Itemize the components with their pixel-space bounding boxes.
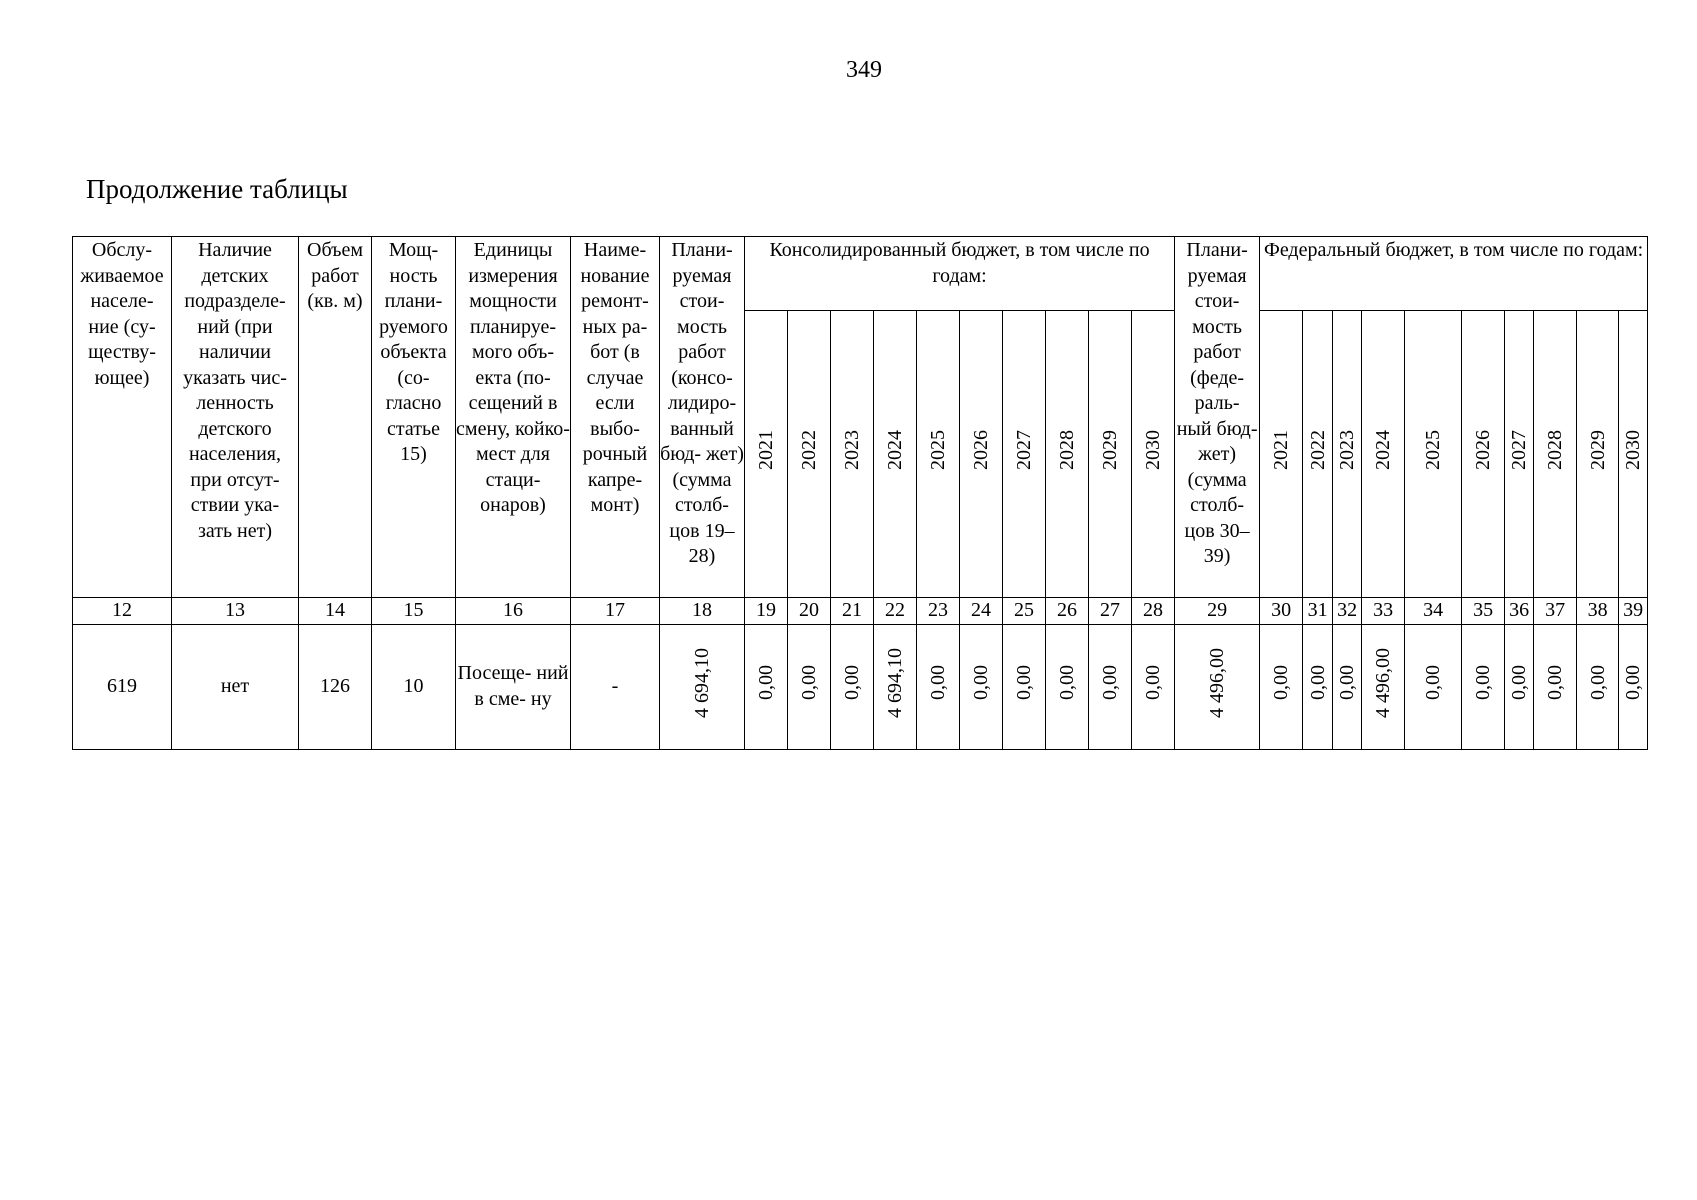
header-consolidated-year: 2023: [831, 311, 874, 598]
column-number: 23: [917, 598, 960, 625]
column-number: 20: [788, 598, 831, 625]
column-number: 18: [660, 598, 745, 625]
cell-federal-year-value: 0,00: [1577, 624, 1619, 749]
column-number: 38: [1577, 598, 1619, 625]
header-consolidated-year: 2021: [745, 311, 788, 598]
table-row: [73, 624, 1648, 749]
header-federal-year: 2021: [1260, 311, 1303, 598]
cell-capacity-units: Посеще- ний в сме- ну: [456, 624, 571, 749]
column-number: 35: [1462, 598, 1505, 625]
cell-planned-cost-consolidated: 4 694,10: [660, 624, 745, 749]
cell-consolidated-year-value: 0,00: [1003, 624, 1046, 749]
header-federal-year: 2030: [1619, 311, 1648, 598]
header-served-population: Обслу- живаемое населе- ние (су- ществу- ющее): [73, 237, 172, 598]
cell-federal-year-value: 0,00: [1462, 624, 1505, 749]
column-number: 39: [1619, 598, 1648, 625]
header-federal-year: 2023: [1333, 311, 1362, 598]
header-federal-year: 2024: [1362, 311, 1405, 598]
column-number: 15: [372, 598, 456, 625]
column-number: 12: [73, 598, 172, 625]
header-consolidated-year: 2027: [1003, 311, 1046, 598]
cell-federal-year-value: 0,00: [1260, 624, 1303, 749]
cell-federal-year-value: 0,00: [1505, 624, 1534, 749]
column-number: 36: [1505, 598, 1534, 625]
cell-consolidated-year-value: 0,00: [1046, 624, 1089, 749]
column-number: 14: [299, 598, 372, 625]
budget-table: [72, 236, 1648, 750]
column-number: 19: [745, 598, 788, 625]
header-federal-year: 2027: [1505, 311, 1534, 598]
header-consolidated-year: 2022: [788, 311, 831, 598]
column-number: 37: [1534, 598, 1577, 625]
header-federal-year: 2029: [1577, 311, 1619, 598]
column-number: 13: [172, 598, 299, 625]
cell-consolidated-year-value: 0,00: [960, 624, 1003, 749]
cell-repair-works: -: [571, 624, 660, 749]
column-number: 16: [456, 598, 571, 625]
page-number: 349: [846, 57, 882, 83]
header-planned-cost-federal: Плани- руемая стои- мость работ (феде- раль- ный бюд- жет) (сумма столб- цов 30– 39): [1175, 237, 1260, 598]
cell-federal-year-value: 0,00: [1534, 624, 1577, 749]
cell-consolidated-year-value: 0,00: [917, 624, 960, 749]
header-work-volume: Объем работ (кв. м): [299, 237, 372, 598]
header-consolidated-year: 2025: [917, 311, 960, 598]
column-number: 22: [874, 598, 917, 625]
header-federal-year: 2026: [1462, 311, 1505, 598]
cell-work-volume: 126: [299, 624, 372, 749]
column-number: 21: [831, 598, 874, 625]
cell-served-population: 619: [73, 624, 172, 749]
cell-planned-cost-federal: 4 496,00: [1175, 624, 1260, 749]
header-federal-year: 2025: [1405, 311, 1462, 598]
column-number: 26: [1046, 598, 1089, 625]
header-consolidated-year: 2026: [960, 311, 1003, 598]
cell-federal-year-value: 4 496,00: [1362, 624, 1405, 749]
header-capacity-units: Единицы измерения мощности планируе- мого объ- екта (по- сещений в смену, койко-мест для стаци- онаров): [456, 237, 571, 598]
cell-federal-year-value: 0,00: [1333, 624, 1362, 749]
header-consolidated-year: 2030: [1132, 311, 1175, 598]
column-number-row: [73, 598, 1648, 625]
header-federal-year: 2028: [1534, 311, 1577, 598]
header-consolidated-year: 2029: [1089, 311, 1132, 598]
cell-consolidated-year-value: 0,00: [788, 624, 831, 749]
column-number: 32: [1333, 598, 1362, 625]
column-number: 24: [960, 598, 1003, 625]
column-number: 28: [1132, 598, 1175, 625]
cell-federal-year-value: 0,00: [1303, 624, 1333, 749]
cell-consolidated-year-value: 0,00: [745, 624, 788, 749]
header-repair-works: Наиме- нование ремонт- ных ра- бот (в случае если выбо- рочный капре- монт): [571, 237, 660, 598]
header-consolidated-group: Консолидированный бюджет, в том числе по годам:: [745, 237, 1175, 311]
header-federal-group: Федеральный бюджет, в том числе по годам:: [1260, 237, 1648, 311]
column-number: 29: [1175, 598, 1260, 625]
column-number: 17: [571, 598, 660, 625]
cell-consolidated-year-value: 0,00: [831, 624, 874, 749]
header-federal-year: 2022: [1303, 311, 1333, 598]
cell-consolidated-year-value: 4 694,10: [874, 624, 917, 749]
cell-children-units: нет: [172, 624, 299, 749]
header-capacity: Мощ- ность плани- руемого объекта (со- гласно статье 15): [372, 237, 456, 598]
cell-consolidated-year-value: 0,00: [1089, 624, 1132, 749]
column-number: 30: [1260, 598, 1303, 625]
column-number: 34: [1405, 598, 1462, 625]
cell-capacity: 10: [372, 624, 456, 749]
header-consolidated-year: 2024: [874, 311, 917, 598]
column-number: 31: [1303, 598, 1333, 625]
cell-consolidated-year-value: 0,00: [1132, 624, 1175, 749]
cell-federal-year-value: 0,00: [1405, 624, 1462, 749]
header-children-units: Наличие детских подразделе- ний (при наличии указать чис- ленность детского населения, при отсут- ствии ука- зать нет): [172, 237, 299, 598]
header-row-groups: [73, 237, 1648, 311]
cell-federal-year-value: 0,00: [1619, 624, 1648, 749]
column-number: 27: [1089, 598, 1132, 625]
header-consolidated-year: 2028: [1046, 311, 1089, 598]
column-number: 25: [1003, 598, 1046, 625]
header-planned-cost-consolidated: Плани- руемая стои- мость работ (консо- лидиро- ванный бюд- жет) (сумма столб- цов 19– 28): [660, 237, 745, 598]
column-number: 33: [1362, 598, 1405, 625]
table-caption: Продолжение таблицы: [86, 174, 348, 204]
